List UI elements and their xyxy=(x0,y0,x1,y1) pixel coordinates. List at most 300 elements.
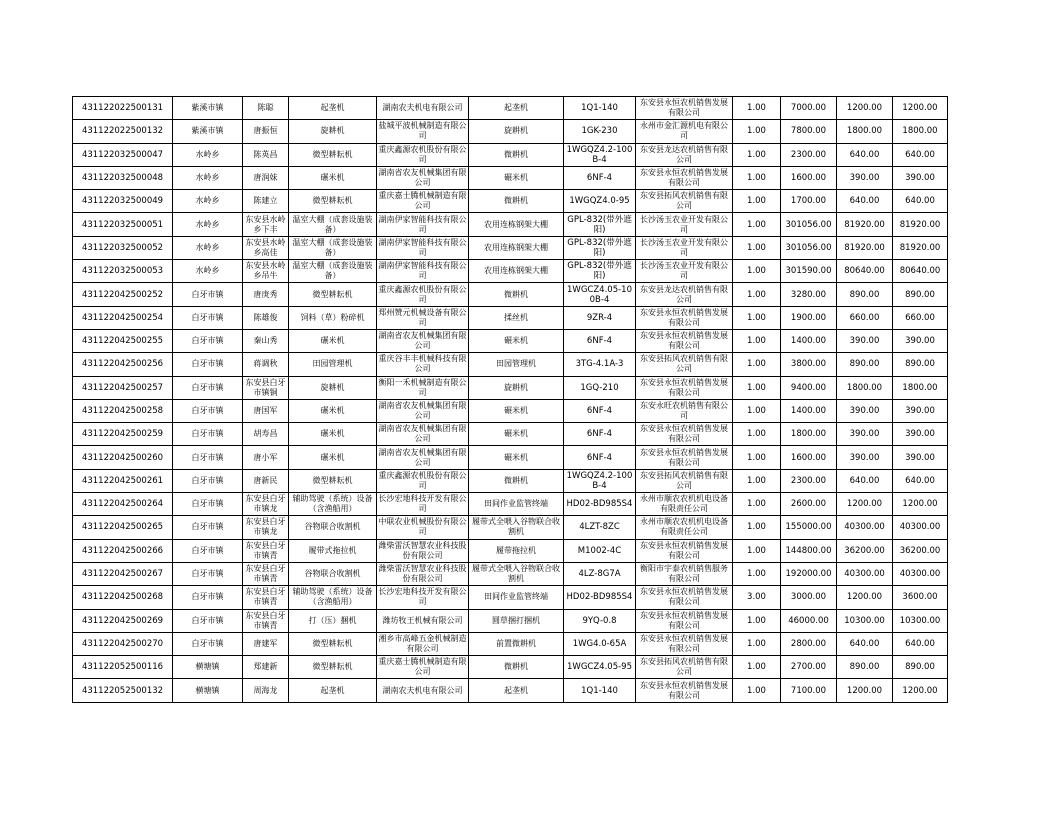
cell-town: 紫溪市镇 xyxy=(173,120,243,143)
cell-machine-category: 辅助驾驶（系统）设备（含渔船用） xyxy=(289,493,377,516)
cell-dealer: 长沙汤玉农业开发有限公司 xyxy=(636,236,733,259)
table-row xyxy=(73,446,948,469)
cell-dealer: 东安县永恒农机销售发展有限公司 xyxy=(636,166,733,189)
cell-sale-price: 9400.00 xyxy=(781,376,837,399)
cell-manufacturer: 郑州赞元机械设备有限公司 xyxy=(377,306,469,329)
cell-record-id: 431122032500053 xyxy=(73,260,173,283)
cell-model: 1WGQZ4.2-100B-4 xyxy=(564,469,636,492)
cell-machine-category: 微型耕耘机 xyxy=(289,143,377,166)
cell-unit-subsidy: 660.00 xyxy=(837,306,893,329)
cell-town: 白牙市镇 xyxy=(173,399,243,422)
cell-applicant: 东安县白牙市镇青 xyxy=(243,586,289,609)
cell-town: 白牙市镇 xyxy=(173,516,243,539)
cell-applicant: 周海龙 xyxy=(243,679,289,702)
table-row xyxy=(73,166,948,189)
cell-sale-price: 3280.00 xyxy=(781,283,837,306)
cell-manufacturer: 长沙宏地科技开发有限公司 xyxy=(377,586,469,609)
cell-town: 横塘镇 xyxy=(173,656,243,679)
cell-sale-price: 1700.00 xyxy=(781,190,837,213)
cell-model: 1GK-230 xyxy=(564,120,636,143)
cell-machine-name: 碾米机 xyxy=(469,399,564,422)
cell-manufacturer: 湖南省农友机械集团有限公司 xyxy=(377,329,469,352)
cell-dealer: 长沙汤玉农业开发有限公司 xyxy=(636,213,733,236)
cell-total-subsidy: 40300.00 xyxy=(893,562,948,585)
cell-quantity: 1.00 xyxy=(733,120,781,143)
cell-sale-price: 7800.00 xyxy=(781,120,837,143)
cell-model: 6NF-4 xyxy=(564,329,636,352)
table-row xyxy=(73,656,948,679)
cell-applicant: 东安县白牙市镇铜 xyxy=(243,376,289,399)
cell-unit-subsidy: 890.00 xyxy=(837,656,893,679)
cell-sale-price: 7000.00 xyxy=(781,97,837,120)
cell-machine-category: 碾米机 xyxy=(289,446,377,469)
cell-machine-name: 碾米机 xyxy=(469,166,564,189)
cell-record-id: 431122042500265 xyxy=(73,516,173,539)
cell-applicant: 唐庚秀 xyxy=(243,283,289,306)
cell-model: HD02-BD985S4 xyxy=(564,493,636,516)
cell-dealer: 东安县永恒农机销售发展有限公司 xyxy=(636,306,733,329)
cell-town: 水岭乡 xyxy=(173,236,243,259)
cell-unit-subsidy: 40300.00 xyxy=(837,516,893,539)
cell-dealer: 东安县永恒农机销售发展有限公司 xyxy=(636,679,733,702)
cell-manufacturer: 重庆嘉士腾机械制造有限公司 xyxy=(377,656,469,679)
cell-total-subsidy: 390.00 xyxy=(893,423,948,446)
cell-total-subsidy: 1800.00 xyxy=(893,120,948,143)
cell-town: 白牙市镇 xyxy=(173,329,243,352)
cell-applicant: 东安县白牙市镇龙 xyxy=(243,516,289,539)
cell-manufacturer: 重庆鑫源农机股份有限公司 xyxy=(377,283,469,306)
cell-town: 白牙市镇 xyxy=(173,306,243,329)
cell-total-subsidy: 1200.00 xyxy=(893,679,948,702)
table-row xyxy=(73,260,948,283)
cell-total-subsidy: 80640.00 xyxy=(893,260,948,283)
cell-total-subsidy: 890.00 xyxy=(893,656,948,679)
cell-quantity: 3.00 xyxy=(733,586,781,609)
cell-dealer: 东安县永恒农机销售发展有限公司 xyxy=(636,609,733,632)
table-row xyxy=(73,469,948,492)
cell-machine-category: 履带式拖拉机 xyxy=(289,539,377,562)
cell-dealer: 东安县永恒农机销售发展有限公司 xyxy=(636,632,733,655)
cell-record-id: 431122042500256 xyxy=(73,353,173,376)
cell-quantity: 1.00 xyxy=(733,376,781,399)
cell-machine-name: 微耕机 xyxy=(469,283,564,306)
cell-manufacturer: 湖南农夫机电有限公司 xyxy=(377,97,469,120)
cell-dealer: 东安县永恒农机销售发展有限公司 xyxy=(636,446,733,469)
cell-model: 1WGCZ4.05-100B-4 xyxy=(564,283,636,306)
cell-quantity: 1.00 xyxy=(733,656,781,679)
cell-town: 水岭乡 xyxy=(173,190,243,213)
cell-sale-price: 1600.00 xyxy=(781,166,837,189)
table-row xyxy=(73,632,948,655)
cell-dealer: 永州市顺农农机机电设备有限责任公司 xyxy=(636,493,733,516)
cell-record-id: 431122042500260 xyxy=(73,446,173,469)
table-row xyxy=(73,586,948,609)
cell-unit-subsidy: 1200.00 xyxy=(837,586,893,609)
table-row xyxy=(73,562,948,585)
cell-record-id: 431122042500257 xyxy=(73,376,173,399)
cell-town: 水岭乡 xyxy=(173,143,243,166)
cell-sale-price: 2800.00 xyxy=(781,632,837,655)
cell-unit-subsidy: 81920.00 xyxy=(837,213,893,236)
cell-machine-category: 微型耕耘机 xyxy=(289,632,377,655)
cell-machine-name: 农用连栋钢架大棚 xyxy=(469,260,564,283)
cell-model: 1WGQZ4.2-100B-4 xyxy=(564,143,636,166)
cell-sale-price: 2600.00 xyxy=(781,493,837,516)
cell-applicant: 陈建立 xyxy=(243,190,289,213)
cell-dealer: 长沙汤玉农业开发有限公司 xyxy=(636,260,733,283)
cell-total-subsidy: 3600.00 xyxy=(893,586,948,609)
cell-applicant: 唐国军 xyxy=(243,399,289,422)
cell-applicant: 郑建新 xyxy=(243,656,289,679)
cell-town: 白牙市镇 xyxy=(173,469,243,492)
table-row xyxy=(73,423,948,446)
cell-total-subsidy: 890.00 xyxy=(893,353,948,376)
cell-total-subsidy: 40300.00 xyxy=(893,516,948,539)
cell-unit-subsidy: 40300.00 xyxy=(837,562,893,585)
cell-machine-category: 微型耕耘机 xyxy=(289,190,377,213)
cell-town: 白牙市镇 xyxy=(173,353,243,376)
cell-model: 9ZR-4 xyxy=(564,306,636,329)
cell-unit-subsidy: 36200.00 xyxy=(837,539,893,562)
cell-machine-name: 起垄机 xyxy=(469,97,564,120)
cell-applicant: 陈聪 xyxy=(243,97,289,120)
cell-machine-category: 饲料（草）粉碎机 xyxy=(289,306,377,329)
cell-quantity: 1.00 xyxy=(733,353,781,376)
cell-record-id: 431122042500270 xyxy=(73,632,173,655)
cell-town: 白牙市镇 xyxy=(173,376,243,399)
cell-machine-category: 辅助驾驶（系统）设备（含渔船用） xyxy=(289,586,377,609)
cell-quantity: 1.00 xyxy=(733,97,781,120)
cell-unit-subsidy: 1800.00 xyxy=(837,376,893,399)
cell-quantity: 1.00 xyxy=(733,283,781,306)
cell-record-id: 431122042500269 xyxy=(73,609,173,632)
cell-machine-category: 田园管理机 xyxy=(289,353,377,376)
cell-machine-category: 旋耕机 xyxy=(289,376,377,399)
table-row xyxy=(73,679,948,702)
cell-dealer: 东安县拓风农机销售有限公司 xyxy=(636,469,733,492)
cell-unit-subsidy: 640.00 xyxy=(837,632,893,655)
cell-model: 6NF-4 xyxy=(564,166,636,189)
cell-record-id: 431122042500255 xyxy=(73,329,173,352)
cell-machine-category: 碾米机 xyxy=(289,399,377,422)
cell-applicant: 东安县白牙市镇青 xyxy=(243,609,289,632)
cell-applicant: 东安县水岭乡吊牛 xyxy=(243,260,289,283)
cell-record-id: 431122042500258 xyxy=(73,399,173,422)
cell-record-id: 431122032500048 xyxy=(73,166,173,189)
cell-total-subsidy: 1800.00 xyxy=(893,376,948,399)
cell-quantity: 1.00 xyxy=(733,190,781,213)
cell-total-subsidy: 640.00 xyxy=(893,143,948,166)
cell-unit-subsidy: 890.00 xyxy=(837,353,893,376)
cell-unit-subsidy: 640.00 xyxy=(837,190,893,213)
cell-unit-subsidy: 890.00 xyxy=(837,283,893,306)
cell-total-subsidy: 1200.00 xyxy=(893,97,948,120)
cell-manufacturer: 湖南伊家智能科技有限公司 xyxy=(377,260,469,283)
cell-total-subsidy: 1200.00 xyxy=(893,493,948,516)
table-row xyxy=(73,306,948,329)
cell-town: 白牙市镇 xyxy=(173,283,243,306)
table-row xyxy=(73,493,948,516)
cell-town: 紫溪市镇 xyxy=(173,97,243,120)
cell-total-subsidy: 390.00 xyxy=(893,329,948,352)
table-row xyxy=(73,376,948,399)
cell-quantity: 1.00 xyxy=(733,329,781,352)
cell-machine-name: 履带式全喂入谷物联合收割机 xyxy=(469,516,564,539)
cell-unit-subsidy: 1200.00 xyxy=(837,493,893,516)
cell-town: 水岭乡 xyxy=(173,166,243,189)
cell-quantity: 1.00 xyxy=(733,609,781,632)
cell-model: 1WG4.0-65A xyxy=(564,632,636,655)
cell-dealer: 东安县永恒农机销售发展有限公司 xyxy=(636,423,733,446)
cell-town: 水岭乡 xyxy=(173,213,243,236)
cell-machine-category: 温室大棚（成套设施装备） xyxy=(289,260,377,283)
cell-applicant: 唐振恒 xyxy=(243,120,289,143)
cell-model: 6NF-4 xyxy=(564,446,636,469)
cell-manufacturer: 盐城平波机械制造有限公司 xyxy=(377,120,469,143)
cell-total-subsidy: 640.00 xyxy=(893,469,948,492)
cell-manufacturer: 重庆谷丰丰机械科技有限公司 xyxy=(377,353,469,376)
cell-record-id: 431122042500267 xyxy=(73,562,173,585)
cell-sale-price: 1400.00 xyxy=(781,329,837,352)
cell-record-id: 431122032500051 xyxy=(73,213,173,236)
cell-applicant: 蒋调秋 xyxy=(243,353,289,376)
cell-unit-subsidy: 10300.00 xyxy=(837,609,893,632)
cell-manufacturer: 重庆鑫源农机股份有限公司 xyxy=(377,143,469,166)
cell-machine-name: 农用连栋钢架大棚 xyxy=(469,213,564,236)
cell-quantity: 1.00 xyxy=(733,562,781,585)
cell-record-id: 431122022500132 xyxy=(73,120,173,143)
cell-manufacturer: 重庆鑫源农机股份有限公司 xyxy=(377,469,469,492)
cell-machine-category: 温室大棚（成套设施装备） xyxy=(289,236,377,259)
cell-sale-price: 192000.00 xyxy=(781,562,837,585)
cell-quantity: 1.00 xyxy=(733,446,781,469)
cell-dealer: 东安县永恒农机销售发展有限公司 xyxy=(636,97,733,120)
cell-town: 白牙市镇 xyxy=(173,493,243,516)
cell-unit-subsidy: 1800.00 xyxy=(837,120,893,143)
cell-unit-subsidy: 1200.00 xyxy=(837,679,893,702)
cell-sale-price: 3800.00 xyxy=(781,353,837,376)
cell-model: GPL-832(带外遮阳) xyxy=(564,213,636,236)
cell-record-id: 431122042500252 xyxy=(73,283,173,306)
cell-machine-name: 微耕机 xyxy=(469,656,564,679)
cell-dealer: 东安县拓风农机销售有限公司 xyxy=(636,353,733,376)
cell-model: 4LZ-8G7A xyxy=(564,562,636,585)
cell-machine-name: 前置微耕机 xyxy=(469,632,564,655)
cell-machine-category: 碾米机 xyxy=(289,166,377,189)
cell-model: 1GQ-210 xyxy=(564,376,636,399)
cell-quantity: 1.00 xyxy=(733,516,781,539)
cell-machine-category: 微型耕耘机 xyxy=(289,283,377,306)
cell-manufacturer: 湖南伊家智能科技有限公司 xyxy=(377,236,469,259)
cell-town: 白牙市镇 xyxy=(173,609,243,632)
cell-unit-subsidy: 640.00 xyxy=(837,143,893,166)
cell-model: 9YQ-0.8 xyxy=(564,609,636,632)
cell-machine-name: 起垄机 xyxy=(469,679,564,702)
cell-sale-price: 46000.00 xyxy=(781,609,837,632)
table-row xyxy=(73,97,948,120)
cell-record-id: 431122042500264 xyxy=(73,493,173,516)
cell-applicant: 东安县白牙市镇龙 xyxy=(243,493,289,516)
cell-model: 1Q1-140 xyxy=(564,679,636,702)
cell-model: HD02-BD985S4 xyxy=(564,586,636,609)
cell-total-subsidy: 81920.00 xyxy=(893,236,948,259)
cell-machine-name: 揉丝机 xyxy=(469,306,564,329)
cell-manufacturer: 湖南省农友机械集团有限公司 xyxy=(377,423,469,446)
cell-sale-price: 1400.00 xyxy=(781,399,837,422)
cell-unit-subsidy: 390.00 xyxy=(837,423,893,446)
cell-machine-name: 旋耕机 xyxy=(469,120,564,143)
cell-unit-subsidy: 390.00 xyxy=(837,399,893,422)
cell-model: 3TG-4.1A-3 xyxy=(564,353,636,376)
cell-town: 白牙市镇 xyxy=(173,539,243,562)
cell-total-subsidy: 640.00 xyxy=(893,632,948,655)
cell-manufacturer: 衡阳一禾机械制造有限公司 xyxy=(377,376,469,399)
cell-quantity: 1.00 xyxy=(733,679,781,702)
cell-dealer: 东安县龙达农机销售有限公司 xyxy=(636,283,733,306)
cell-machine-category: 谷物联合收割机 xyxy=(289,516,377,539)
cell-manufacturer: 湖南省农友机械集团有限公司 xyxy=(377,166,469,189)
cell-model: 4LZT-8ZC xyxy=(564,516,636,539)
cell-sale-price: 1900.00 xyxy=(781,306,837,329)
cell-applicant: 唐新民 xyxy=(243,469,289,492)
cell-quantity: 1.00 xyxy=(733,399,781,422)
cell-machine-name: 履带式全喂入谷物联合收割机 xyxy=(469,562,564,585)
cell-machine-name: 田间作业监管终端 xyxy=(469,586,564,609)
cell-machine-name: 微耕机 xyxy=(469,143,564,166)
cell-town: 白牙市镇 xyxy=(173,562,243,585)
cell-sale-price: 2300.00 xyxy=(781,469,837,492)
cell-machine-category: 谷物联合收割机 xyxy=(289,562,377,585)
cell-machine-name: 农用连栋钢架大棚 xyxy=(469,236,564,259)
table-row xyxy=(73,353,948,376)
cell-applicant: 唐小军 xyxy=(243,446,289,469)
cell-total-subsidy: 390.00 xyxy=(893,399,948,422)
cell-applicant: 唐润妹 xyxy=(243,166,289,189)
cell-sale-price: 1600.00 xyxy=(781,446,837,469)
cell-unit-subsidy: 81920.00 xyxy=(837,236,893,259)
cell-unit-subsidy: 640.00 xyxy=(837,469,893,492)
cell-quantity: 1.00 xyxy=(733,493,781,516)
cell-total-subsidy: 81920.00 xyxy=(893,213,948,236)
cell-machine-name: 碾米机 xyxy=(469,423,564,446)
cell-applicant: 陈雄俊 xyxy=(243,306,289,329)
cell-machine-name: 履带拖拉机 xyxy=(469,539,564,562)
cell-dealer: 衡阳市宇泰农机销售服务有限公司 xyxy=(636,562,733,585)
cell-dealer: 东安县永恒农机销售发展有限公司 xyxy=(636,329,733,352)
cell-record-id: 431122052500132 xyxy=(73,679,173,702)
cell-manufacturer: 湖南省农友机械集团有限公司 xyxy=(377,446,469,469)
cell-record-id: 431122032500049 xyxy=(73,190,173,213)
cell-model: 6NF-4 xyxy=(564,399,636,422)
cell-dealer: 东安县拓风农机销售有限公司 xyxy=(636,190,733,213)
table-row xyxy=(73,516,948,539)
cell-model: 1WGQZ4.0-95 xyxy=(564,190,636,213)
cell-machine-category: 微型耕耘机 xyxy=(289,469,377,492)
cell-applicant: 东安县白牙市镇青 xyxy=(243,539,289,562)
cell-unit-subsidy: 80640.00 xyxy=(837,260,893,283)
cell-record-id: 431122042500261 xyxy=(73,469,173,492)
cell-total-subsidy: 390.00 xyxy=(893,166,948,189)
cell-record-id: 431122042500268 xyxy=(73,586,173,609)
cell-dealer: 东安永旺农机销售有限公司 xyxy=(636,399,733,422)
cell-machine-name: 碾米机 xyxy=(469,329,564,352)
cell-quantity: 1.00 xyxy=(733,423,781,446)
cell-unit-subsidy: 390.00 xyxy=(837,446,893,469)
cell-applicant: 秦山秀 xyxy=(243,329,289,352)
cell-manufacturer: 重庆嘉士腾机械制造有限公司 xyxy=(377,190,469,213)
cell-machine-name: 田间作业监管终端 xyxy=(469,493,564,516)
table-row xyxy=(73,539,948,562)
cell-sale-price: 301590.00 xyxy=(781,260,837,283)
cell-machine-name: 微耕机 xyxy=(469,190,564,213)
cell-machine-name: 微耕机 xyxy=(469,469,564,492)
table-row xyxy=(73,236,948,259)
cell-total-subsidy: 890.00 xyxy=(893,283,948,306)
cell-town: 白牙市镇 xyxy=(173,586,243,609)
cell-manufacturer: 潍坊牧王机械有限公司 xyxy=(377,609,469,632)
cell-town: 白牙市镇 xyxy=(173,423,243,446)
cell-machine-name: 旋耕机 xyxy=(469,376,564,399)
cell-town: 白牙市镇 xyxy=(173,446,243,469)
cell-record-id: 431122052500116 xyxy=(73,656,173,679)
cell-dealer: 东安县永恒农机销售发展有限公司 xyxy=(636,539,733,562)
cell-manufacturer: 湘乡市高峰五金机械制造有限公司 xyxy=(377,632,469,655)
table-row xyxy=(73,120,948,143)
cell-unit-subsidy: 390.00 xyxy=(837,329,893,352)
table-row xyxy=(73,399,948,422)
cell-total-subsidy: 36200.00 xyxy=(893,539,948,562)
cell-total-subsidy: 390.00 xyxy=(893,446,948,469)
cell-record-id: 431122042500254 xyxy=(73,306,173,329)
cell-manufacturer: 潍柴雷沃智慧农业科技股份有限公司 xyxy=(377,539,469,562)
cell-quantity: 1.00 xyxy=(733,539,781,562)
cell-manufacturer: 长沙宏地科技开发有限公司 xyxy=(377,493,469,516)
cell-town: 水岭乡 xyxy=(173,260,243,283)
cell-machine-name: 田园管理机 xyxy=(469,353,564,376)
cell-machine-name: 圆草捆打捆机 xyxy=(469,609,564,632)
cell-quantity: 1.00 xyxy=(733,236,781,259)
cell-applicant: 东安县水岭乡高佳 xyxy=(243,236,289,259)
cell-machine-category: 起垄机 xyxy=(289,679,377,702)
cell-sale-price: 3000.00 xyxy=(781,586,837,609)
cell-record-id: 431122032500052 xyxy=(73,236,173,259)
cell-manufacturer: 湖南伊家智能科技有限公司 xyxy=(377,213,469,236)
cell-machine-category: 微型耕耘机 xyxy=(289,656,377,679)
cell-dealer: 东安县拓风农机销售有限公司 xyxy=(636,656,733,679)
cell-unit-subsidy: 390.00 xyxy=(837,166,893,189)
cell-sale-price: 301056.00 xyxy=(781,213,837,236)
table-row xyxy=(73,329,948,352)
cell-machine-category: 碾米机 xyxy=(289,423,377,446)
cell-applicant: 东安县白牙市镇青 xyxy=(243,562,289,585)
cell-record-id: 431122042500259 xyxy=(73,423,173,446)
cell-total-subsidy: 640.00 xyxy=(893,190,948,213)
cell-sale-price: 1800.00 xyxy=(781,423,837,446)
table-row xyxy=(73,609,948,632)
cell-model: GPL-832(带外遮阳) xyxy=(564,260,636,283)
cell-quantity: 1.00 xyxy=(733,306,781,329)
cell-model: M1002-4C xyxy=(564,539,636,562)
cell-quantity: 1.00 xyxy=(733,213,781,236)
cell-model: 1WGCZ4.05-95 xyxy=(564,656,636,679)
table-row xyxy=(73,283,948,306)
cell-machine-category: 温室大棚（成套设施装备） xyxy=(289,213,377,236)
cell-record-id: 431122022500131 xyxy=(73,97,173,120)
subsidy-table xyxy=(72,96,948,703)
cell-manufacturer: 湖南省农友机械集团有限公司 xyxy=(377,399,469,422)
cell-manufacturer: 湖南农夫机电有限公司 xyxy=(377,679,469,702)
cell-total-subsidy: 10300.00 xyxy=(893,609,948,632)
